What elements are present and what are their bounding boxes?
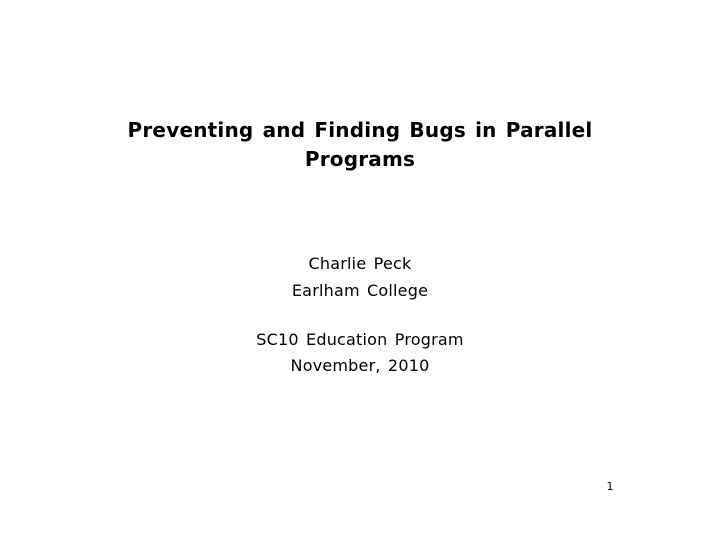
author-affiliation: Earlham College <box>291 281 429 300</box>
slide-title-line-2: Programs <box>304 147 416 171</box>
slide-title <box>90 116 630 174</box>
slide-title-line-1: Preventing and Finding Bugs in Parallel <box>127 118 593 142</box>
presentation-date: November, 2010 <box>290 356 430 375</box>
page-number: 1 <box>606 480 614 493</box>
event-name: SC10 Education Program <box>256 330 464 349</box>
author-name: Charlie Peck <box>308 254 412 273</box>
